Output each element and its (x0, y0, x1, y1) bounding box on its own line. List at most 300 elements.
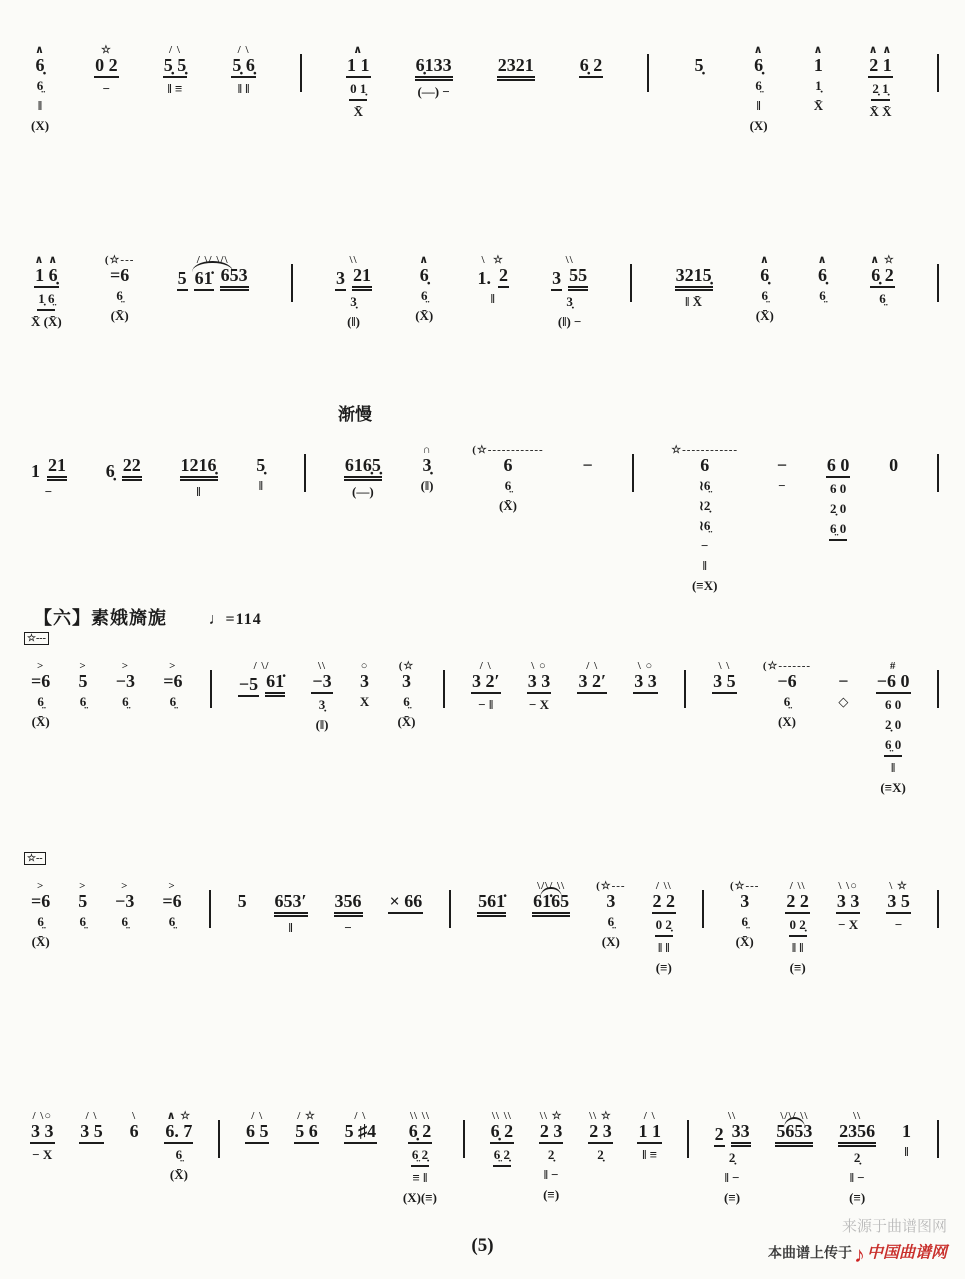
accompaniment-row (315, 716, 330, 734)
notation-segment: 2̣ 0 (885, 717, 902, 733)
notation-segment: (≡) (655, 960, 672, 976)
notation-segment: 5 (237, 891, 247, 911)
note-cell (817, 242, 828, 305)
notation-segment: ‖ (891, 760, 896, 776)
accompaniment-row (37, 97, 43, 115)
ornament-marks: / \\ (655, 880, 672, 892)
notation-segment: (X) (31, 118, 50, 134)
notation-segment: (‖) (347, 314, 360, 330)
notation-segment: 5 (177, 269, 188, 291)
notation-segment: 6̣ (760, 265, 770, 285)
note-cell (396, 648, 416, 731)
melody-notes (129, 1122, 140, 1141)
melody-notes (77, 672, 88, 691)
note-cell (527, 648, 552, 714)
notation-segment: =6 (163, 671, 183, 691)
melody-notes (77, 892, 88, 911)
ornament-marks: / \ (586, 660, 599, 672)
ornament-marks: > (121, 880, 129, 892)
notation-segment: (—) − (417, 84, 450, 100)
accompaniment-row (884, 736, 902, 757)
melody-notes (838, 1122, 876, 1147)
accompaniment-row (890, 759, 896, 777)
notation-segment: 1 (901, 1121, 911, 1141)
melody-notes (335, 266, 372, 291)
notation-segment: 3 (606, 891, 616, 911)
accompaniment-row (777, 477, 786, 495)
melody-notes (699, 456, 710, 475)
accompaniment-row (477, 696, 494, 714)
technique-box-mark: ☆--- (24, 632, 49, 645)
ornament-marks: / \/ \/\ (196, 254, 229, 266)
accompaniment-row (493, 1146, 511, 1167)
notation-segment: −5 (238, 675, 259, 697)
notation-segment: ‖ ≡ (167, 81, 183, 97)
notation-segment: (≡X) (691, 578, 718, 594)
notation-segment: 6̣133 (415, 56, 453, 81)
notation-segment: − (44, 484, 53, 500)
notation-segment: 1 (31, 461, 40, 481)
notation-segment: 0 2 (94, 56, 119, 78)
accompaniment-row (78, 913, 87, 931)
melody-notes (401, 672, 412, 691)
notation-segment: ‖ (756, 98, 761, 114)
note-cell (675, 242, 713, 311)
notation-segment: =6 (31, 891, 51, 911)
notation-segment: ‖ ‖ (237, 81, 250, 97)
notation-segment: (X) (777, 714, 796, 730)
barline (937, 1120, 939, 1158)
notation-segment: (≡) (724, 1190, 741, 1206)
accompaniment-row (740, 913, 749, 931)
notation-segment: ≀6̤ (699, 518, 711, 534)
accompaniment-row (655, 916, 673, 937)
notation-segment: ≀2̣ (699, 498, 711, 514)
notation-segment: 6̣ 2 (579, 56, 604, 78)
notation-segment: 6̣ (105, 461, 115, 481)
barline (937, 454, 939, 492)
note-cell (161, 868, 182, 931)
accompaniment-row (504, 477, 513, 495)
notation-segment: X̄ (X̄) (31, 314, 62, 330)
notation-segment: 1̣ 6̤ (37, 290, 55, 311)
melody-notes (675, 266, 713, 291)
ornament-marks: ∧ ∧ (868, 44, 893, 56)
note-cell (775, 1098, 813, 1147)
accompaniment-row (837, 693, 849, 711)
note-cell (886, 868, 911, 934)
notation-segment: 561̇ (477, 892, 506, 917)
ornament-marks: \\ (853, 1110, 862, 1122)
notation-segment: − X (32, 1147, 53, 1163)
notation-segment: ‖ X̄ (685, 294, 702, 310)
notation-segment: X̄ (813, 98, 824, 114)
melody-notes (490, 1122, 515, 1144)
accompaniment-row (724, 1169, 741, 1187)
note-cell (359, 648, 370, 711)
accompaniment-row (416, 83, 450, 101)
notation-segment: (X̄) (755, 308, 774, 324)
note-cell (294, 1098, 319, 1144)
notation-segment: 6̤ (36, 78, 44, 94)
ornament-marks: / ☆ (297, 1110, 316, 1122)
melody-notes (497, 56, 535, 81)
melody-notes (588, 1122, 613, 1144)
notation-segment: 6̤ (504, 478, 512, 494)
note-cell (231, 32, 256, 98)
accompaniment-row (698, 477, 711, 495)
ornament-marks: \\ ☆ (539, 1110, 563, 1122)
notation-segment: ‖ − (724, 1170, 740, 1186)
notation-segment: 61̇ (194, 269, 214, 291)
note-cell (693, 32, 704, 75)
notation-segment: ‖ (490, 291, 495, 307)
ornament-marks: / \ (643, 1110, 656, 1122)
notation-segment: 21 (47, 456, 67, 481)
melody-notes (813, 56, 824, 75)
notation-segment: 3 5 (886, 892, 911, 914)
notation-segment: 1 6̣ (34, 266, 59, 288)
music-note-logo-icon: ♪ (853, 1242, 865, 1267)
accompaniment-row (777, 713, 797, 731)
technique-box-mark: ☆-- (24, 852, 46, 865)
melody-notes (868, 56, 893, 78)
watermark-upload-line (768, 1238, 947, 1271)
watermark-source-text: 来源于曲谱图网 (841, 1218, 947, 1235)
notation-segment: (≡) (789, 960, 806, 976)
ornament-marks: > (169, 660, 177, 672)
notation-segment: 6̣ (818, 265, 828, 285)
notation-segment: 0 2̣ (655, 916, 673, 937)
ornament-marks: / \ (85, 1110, 98, 1122)
notation-segment: ‖ (702, 558, 707, 574)
melody-notes (539, 1122, 564, 1144)
accompaniment-row (287, 919, 293, 937)
melody-notes (579, 56, 604, 78)
notation-segment: 6̤ (755, 78, 762, 94)
notation-segment: X̄ X̄ (869, 104, 892, 120)
note-cell (344, 432, 382, 501)
note-cell (162, 648, 183, 711)
note-cell (30, 242, 63, 331)
notation-segment: 0 2̣ (789, 916, 807, 937)
notation-segment: 6̣ 2 (490, 1122, 515, 1144)
notation-segment: ‖ (37, 98, 43, 114)
note-cell (129, 1098, 140, 1141)
accompaniment-row (318, 696, 327, 714)
ornament-marks: ∧ ☆ (166, 1110, 192, 1122)
ornament-marks: ∧ (35, 44, 45, 56)
notation-segment: 6̤ 0 (829, 520, 847, 541)
ornament-marks: > (168, 880, 176, 892)
accompaniment-row (412, 1169, 429, 1187)
notation-segment: (X) (749, 118, 768, 134)
ornament-marks: \ \○ (838, 880, 858, 892)
notation-segment: (‖) − (557, 314, 582, 330)
note-cell (671, 432, 738, 595)
notation-segment: 5̣ 5̣ (163, 56, 188, 78)
notation-system (27, 633, 939, 797)
melody-notes (637, 1122, 662, 1144)
ornament-marks: ∧ (813, 44, 824, 56)
melody-notes (886, 892, 911, 914)
ornament-marks: > (79, 660, 87, 672)
accompaniment-row (346, 313, 361, 331)
notation-segment: 5̣ (694, 55, 704, 75)
ornament-marks: \\ (349, 254, 358, 266)
ornament-marks: ∧ (353, 44, 364, 56)
accompaniment-row (44, 483, 53, 501)
notation-segment: 1. (477, 268, 491, 288)
notation-segment: 3̣ (318, 697, 326, 713)
notation-segment: 2̣ (547, 1147, 555, 1163)
melody-notes (785, 892, 810, 914)
melody-notes (477, 892, 506, 917)
tempo-value: =114 (225, 611, 262, 628)
notation-segment: ≡ ‖ (412, 1170, 428, 1186)
melody-notes (114, 892, 135, 911)
notation-segment: 3̣ (566, 294, 573, 310)
accompaniment-row (420, 477, 435, 495)
ornament-marks: (☆ (398, 660, 415, 672)
notation-segment: 6 0 (885, 697, 902, 713)
notation-segment: 2̣ (597, 1147, 604, 1163)
ornament-marks: ∧ (419, 254, 430, 266)
melody-notes (30, 672, 51, 691)
melody-notes (35, 56, 46, 75)
note-cell (551, 242, 588, 331)
tempo-change-label: 渐慢 (338, 405, 372, 424)
note-cell (838, 1098, 876, 1207)
notation-system (27, 853, 939, 977)
ornament-marks: ∧ (753, 44, 764, 56)
notation-segment: 6̤ (175, 1147, 183, 1163)
note-cell (77, 648, 88, 711)
accompaniment-row (557, 313, 583, 331)
melody-notes (837, 672, 849, 691)
notation-segment: (X̄) (110, 308, 129, 324)
accompaniment-row (735, 933, 755, 951)
accompaniment-row (755, 97, 761, 115)
ornament-marks: ∩ (422, 444, 432, 456)
melody-notes (344, 1122, 378, 1144)
melody-notes (753, 56, 764, 75)
notation-segment: − (700, 538, 709, 554)
notation-segment: (X̄) (31, 714, 50, 730)
melody-notes (238, 672, 285, 697)
accompaniment-row (698, 497, 711, 515)
notation-segment: − (894, 917, 903, 933)
note-cell (730, 868, 760, 951)
notation-segment: 6̤ (420, 288, 428, 304)
accompaniment-row (36, 913, 45, 931)
accompaniment-row (698, 517, 711, 535)
ornament-marks: \ ○ (531, 660, 547, 672)
notation-segment: ‖ (196, 484, 201, 500)
notation-segment: ‖ ≡ (642, 1147, 658, 1163)
melody-notes (34, 266, 59, 288)
melody-notes (115, 672, 136, 691)
barline (630, 264, 632, 302)
notation-segment: 6̤ (116, 288, 123, 304)
notation-segment: − (838, 671, 849, 691)
ornament-marks: ∧ ∧ (34, 254, 59, 266)
note-cell (420, 432, 435, 495)
notation-segment: 3 (401, 671, 411, 691)
note-cell (105, 432, 142, 481)
melody-notes (105, 456, 142, 481)
notation-segment: 6 0 (830, 481, 847, 497)
ornament-marks: \ \ (718, 660, 731, 672)
notation-segment: 6̤ (819, 288, 826, 304)
notation-segment: 6 (503, 455, 513, 475)
notation-segment: 5653 (775, 1122, 813, 1147)
notation-segment: −3 (311, 672, 332, 694)
accompaniment-row (754, 77, 763, 95)
accompaniment-row (237, 80, 251, 98)
ornament-marks: > (36, 660, 45, 672)
accompaniment-row (789, 959, 807, 977)
barline (218, 1120, 220, 1158)
barline (647, 54, 649, 92)
accompaniment-row (258, 477, 264, 495)
melody-notes (817, 266, 828, 285)
notation-segment: 6̤ (783, 694, 791, 710)
accompaniment-row (879, 779, 906, 797)
notation-segment: (—) (351, 484, 374, 500)
accompaniment-row (789, 916, 807, 937)
ornament-marks: \\ ☆ (589, 1110, 612, 1122)
section-title: 素娥旖旎 (91, 608, 167, 628)
notation-system (30, 242, 939, 331)
note-cell (579, 32, 604, 78)
accompaniment-row (829, 500, 847, 518)
melody-notes (334, 892, 363, 917)
accompaniment-row (723, 1189, 741, 1207)
note-cell (414, 242, 434, 325)
notation-segment: (X̄) (498, 498, 517, 514)
melody-notes (344, 456, 382, 481)
notation-segment: X (359, 694, 370, 710)
melody-notes (633, 672, 658, 694)
notation-segment: 55 (568, 266, 588, 291)
ornament-marks: > (79, 880, 87, 892)
accompaniment-row (878, 290, 887, 308)
notation-segment: =6 (162, 891, 182, 911)
notation-segment: 5̣ 6̣ (231, 56, 256, 78)
melody-notes (79, 1122, 104, 1144)
notation-segment: X̄ (353, 104, 363, 120)
note-cell (27, 633, 51, 731)
accompaniment-row (868, 103, 892, 121)
accompaniment-row (411, 1146, 429, 1167)
notation-segment: ◇ (838, 694, 849, 710)
notation-segment: (‖) (420, 478, 434, 494)
accompaniment-row (596, 1146, 605, 1164)
accompaniment-row (31, 713, 51, 731)
notation-segment: =6 (110, 265, 130, 285)
note-cell (388, 868, 423, 914)
ornament-marks: (☆--- (596, 880, 626, 892)
notation-segment: 6̤ (168, 914, 176, 930)
accompaniment-row (169, 1166, 189, 1184)
notation-segment: (X̄) (31, 934, 50, 950)
notation-segment: 1 (813, 55, 823, 75)
notation-segment: 3 2′ (577, 672, 607, 694)
notation-segment: 2 1 (868, 56, 893, 78)
melody-notes (888, 456, 899, 475)
notation-segment: 653′ (274, 892, 308, 917)
ornament-marks: \ ☆ (889, 880, 908, 892)
accompaniment-row (402, 1189, 438, 1207)
section-marker: 【六】 (34, 608, 91, 628)
melody-notes (652, 892, 677, 914)
melody-notes (739, 892, 750, 911)
notation-system (30, 405, 939, 595)
notation-segment: 6̤ (403, 694, 410, 710)
ornament-marks: # (889, 660, 897, 672)
ornament-marks: (☆------------ (472, 444, 544, 456)
accompaniment-row (168, 913, 177, 931)
quarter-note-icon: ♩ (208, 611, 226, 628)
notation-segment: − (776, 455, 788, 475)
notation-segment: (X̄) (397, 714, 416, 730)
notation-segment: − ‖ (478, 697, 494, 713)
notation-segment: − (102, 81, 111, 97)
melody-notes (30, 1122, 55, 1144)
note-cell (27, 853, 51, 951)
note-cell (471, 648, 501, 714)
note-cell (749, 32, 769, 135)
accompaniment-row (829, 520, 847, 541)
notation-segment: 6̤ (79, 694, 87, 710)
melody-notes (30, 456, 67, 481)
notation-segment: 6̤ (169, 694, 177, 710)
accompaniment-row (853, 1149, 862, 1167)
ornament-marks: \\ \\ (491, 1110, 512, 1122)
note-cell (472, 432, 543, 515)
notation-segment: 3 (360, 671, 370, 691)
accompaniment-row (110, 307, 130, 325)
accompaniment-row (167, 80, 184, 98)
ornament-marks: ∧ (817, 254, 828, 266)
section-header (34, 604, 262, 630)
barline (937, 264, 939, 302)
note-cell (497, 32, 535, 81)
notation-segment: 22 (122, 456, 142, 481)
ornament-marks: \ ○ (637, 660, 654, 672)
melody-notes (714, 1122, 751, 1147)
notation-segment: 3 2′ (471, 672, 501, 694)
melody-notes (870, 266, 895, 288)
ornament-marks: (☆--- (104, 254, 135, 266)
note-cell (77, 868, 88, 931)
notation-segment: 5 ♯4 (344, 1122, 378, 1144)
note-cell (813, 32, 824, 115)
melody-notes (693, 56, 704, 75)
notation-segment: 3 (551, 269, 562, 291)
notation-segment: 6̤ (37, 914, 44, 930)
note-cell (755, 242, 775, 325)
note-cell (888, 432, 899, 475)
notation-segment: ‖ ‖ (657, 940, 670, 956)
notation-segment: 356 (334, 892, 363, 917)
notation-segment: −3 (115, 671, 135, 691)
barline (463, 1120, 465, 1158)
melody-notes (231, 56, 256, 78)
notation-segment: ≀6̤ (699, 478, 711, 494)
accompaniment-row (884, 696, 902, 714)
